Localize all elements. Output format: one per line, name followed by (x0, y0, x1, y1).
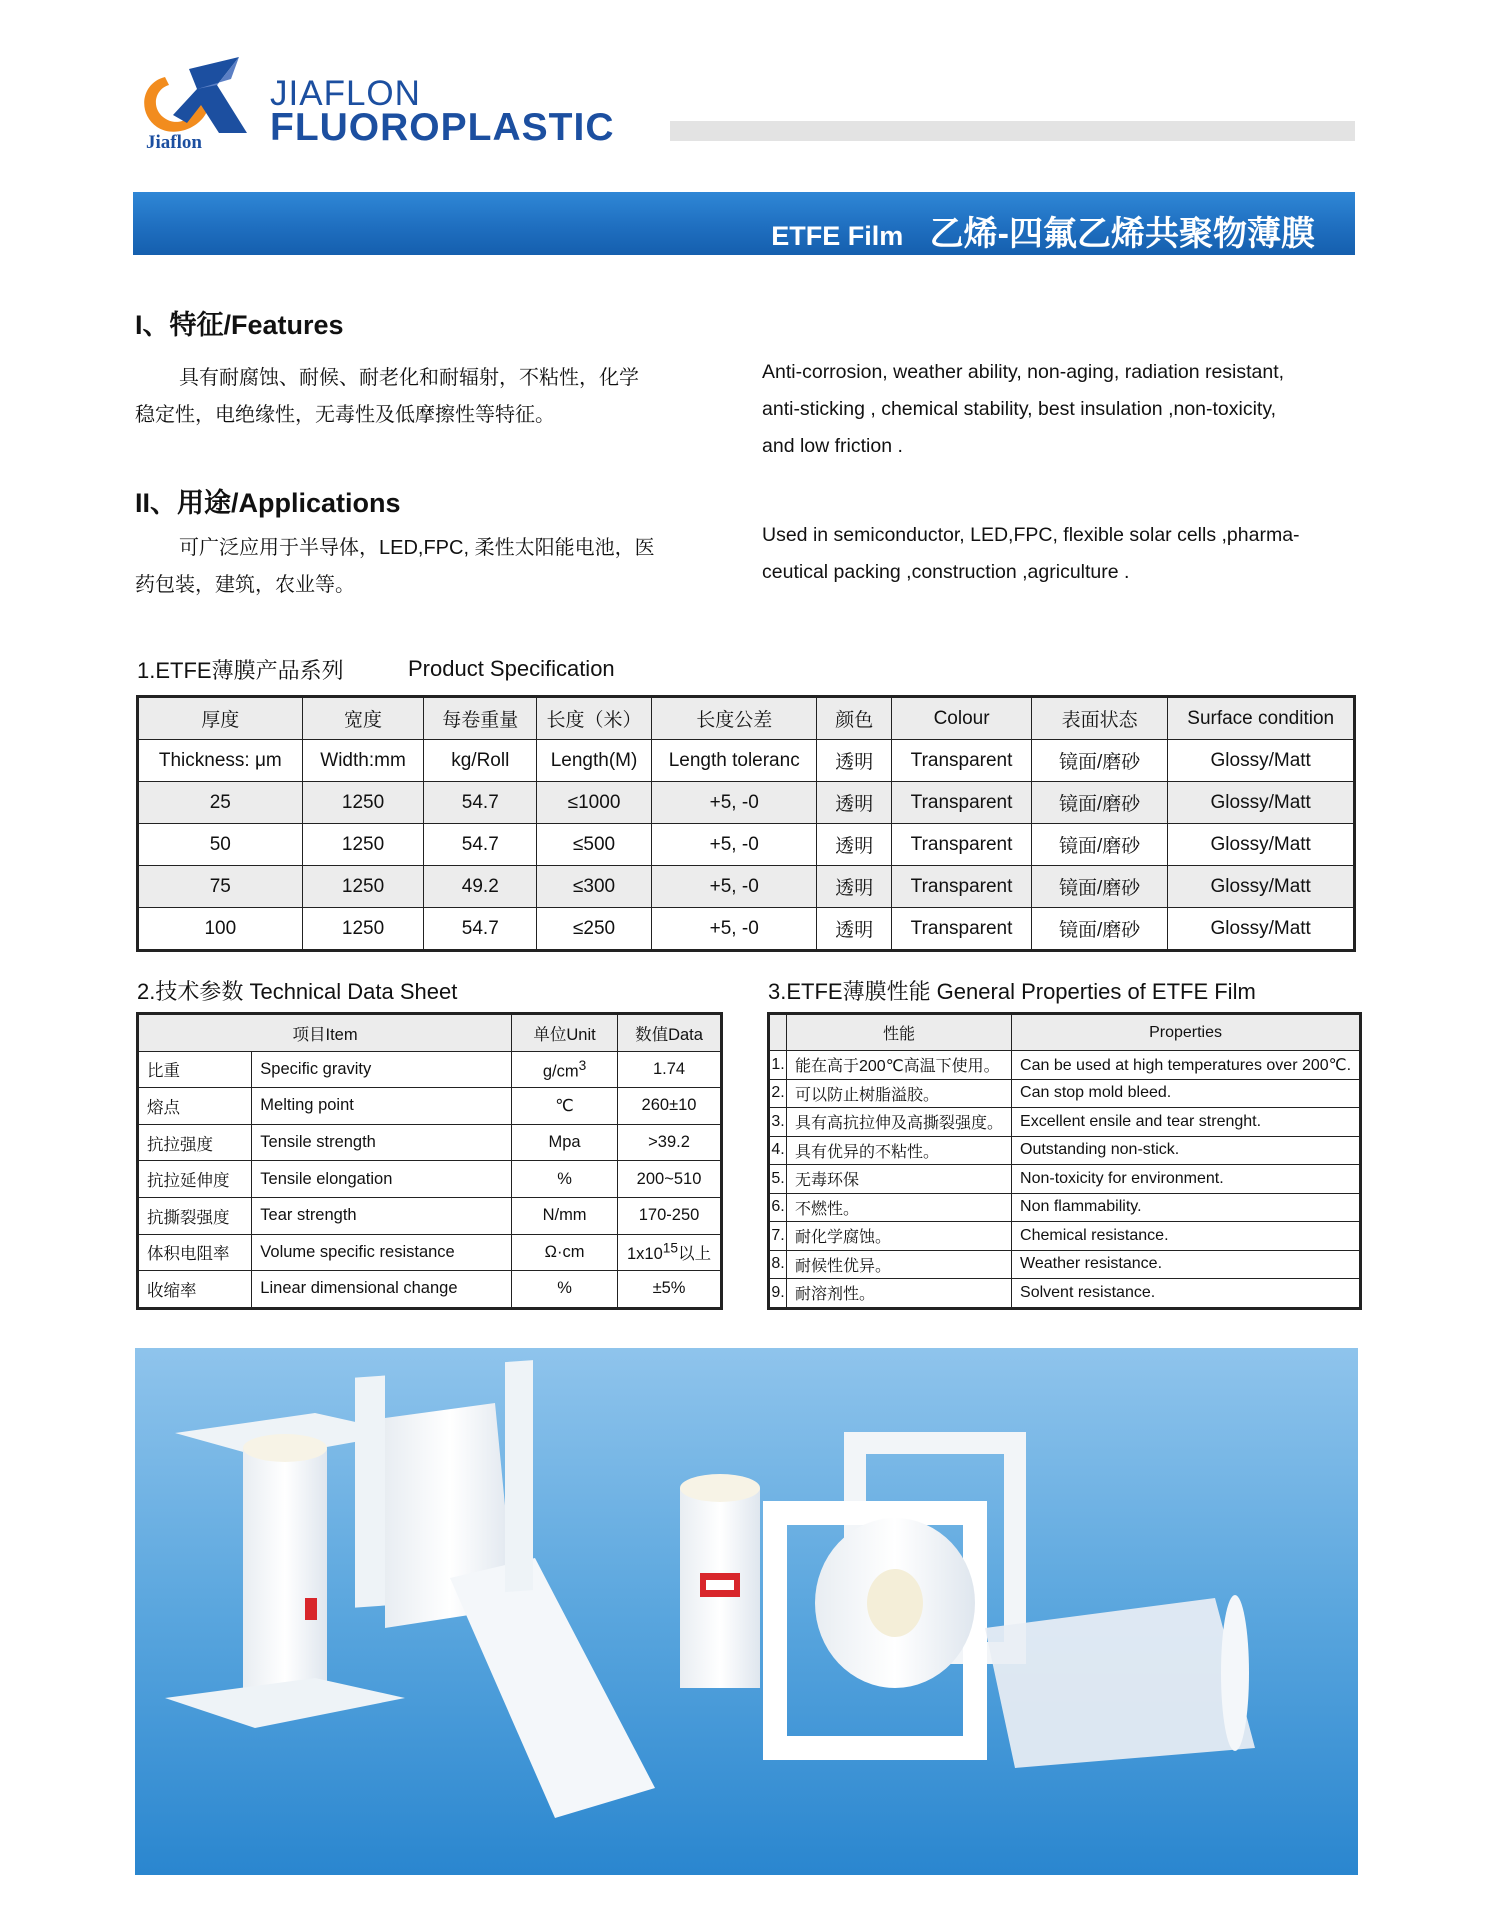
spec-cell: 镜面/磨砂 (1031, 824, 1167, 866)
logo-caption: Jiaflon (146, 132, 202, 153)
props-cn: 耐溶剂性。 (787, 1279, 1012, 1309)
tech-item-cn: 熔点 (138, 1088, 252, 1125)
banner-title (771, 206, 1315, 255)
tech-value-part: 以上 (678, 1245, 712, 1264)
tech-unit (512, 1161, 618, 1198)
tech-item-en: Linear dimensional change (252, 1271, 512, 1309)
props-header-en: Properties (1012, 1014, 1361, 1051)
applications-text-cn (135, 530, 735, 604)
spec-cell: Transparent (892, 908, 1032, 951)
tech-item-en: Tensile strength (252, 1124, 512, 1161)
tech-item-en: Melting point (252, 1088, 512, 1125)
tech-unit-sup: 3 (578, 1057, 587, 1073)
props-en: Outstanding non-stick. (1012, 1136, 1361, 1165)
props-cn: 耐候性优异。 (787, 1250, 1012, 1279)
spec-cell: Transparent (892, 824, 1032, 866)
props-row (769, 1079, 1361, 1108)
features-en-line2: anti-sticking , chemical stability, best insulation ,non-toxicity, (762, 398, 1277, 420)
tech-data-table (136, 1012, 723, 1310)
props-cn: 具有优异的不粘性。 (787, 1136, 1012, 1165)
applications-en-line2: ceutical packing ,construction ,agriculture . (762, 561, 1130, 583)
props-header-num (769, 1014, 787, 1051)
features-text-en (762, 354, 1362, 465)
props-num: 3. (769, 1108, 787, 1137)
tech-data-row (138, 1271, 722, 1309)
spec-cell: 50 (138, 824, 303, 866)
tech-unit-text: Ω·cm (544, 1242, 585, 1261)
tech-value-part: 15 (662, 1240, 679, 1256)
spec-cell: +5, -0 (651, 824, 816, 866)
tech-header-row (138, 1014, 722, 1052)
spec-cell: Thickness: μm (138, 740, 303, 782)
etfe-film-product-photo (135, 1348, 1358, 1875)
spec-header-row-en (138, 740, 1355, 782)
tech-item-cn: 体积电阻率 (138, 1234, 252, 1271)
banner-title-en: ETFE Film (771, 221, 904, 251)
tech-header-data: 数值Data (618, 1014, 722, 1052)
tech-item-cn: 收缩率 (138, 1271, 252, 1309)
applications-cn-line2: 药包装，建筑，农业等。 (135, 574, 355, 596)
tech-data-row (138, 1088, 722, 1125)
spec-data-row (138, 824, 1355, 866)
spec-cell: ≤300 (537, 866, 652, 908)
spec-cell: 透明 (817, 782, 892, 824)
product-spec-caption-en: Product Specification (408, 656, 615, 681)
props-row (769, 1279, 1361, 1309)
props-cn: 可以防止树脂溢胶。 (787, 1079, 1012, 1108)
spec-cell: 54.7 (424, 908, 537, 951)
spec-cell: Glossy/Matt (1168, 908, 1355, 951)
tech-header-unit: 单位Unit (512, 1014, 618, 1052)
tech-data-row (138, 1051, 722, 1088)
props-num: 2. (769, 1079, 787, 1108)
tech-header-item: 项目Item (138, 1014, 512, 1052)
props-en: Weather resistance. (1012, 1250, 1361, 1279)
props-en: Excellent ensile and tear strenght. (1012, 1108, 1361, 1137)
features-heading: I、特征/Features (135, 310, 344, 340)
spec-cell: 镜面/磨砂 (1031, 740, 1167, 782)
props-cn: 具有高抗拉伸及高撕裂强度。 (787, 1108, 1012, 1137)
spec-cell: 透明 (817, 824, 892, 866)
title-banner (133, 192, 1355, 255)
spec-cell: ≤500 (537, 824, 652, 866)
spec-cell: 长度（米） (537, 697, 652, 740)
tech-data-caption: 2.技术参数 Technical Data Sheet (137, 979, 458, 1004)
props-num: 8. (769, 1250, 787, 1279)
tech-value: ±5% (618, 1271, 722, 1309)
general-props-table (767, 1012, 1362, 1310)
tech-data-row (138, 1197, 722, 1234)
spec-cell: Glossy/Matt (1168, 740, 1355, 782)
spec-cell: 25 (138, 782, 303, 824)
tech-value: 1.74 (618, 1051, 722, 1088)
tech-item-en: Tensile elongation (252, 1161, 512, 1198)
props-cn: 不燃性。 (787, 1193, 1012, 1222)
props-cn: 能在高于200℃高温下使用。 (787, 1051, 1012, 1080)
tech-value: 260±10 (618, 1088, 722, 1125)
tech-unit-text: Mpa (548, 1133, 581, 1152)
tech-data-row (138, 1234, 722, 1271)
props-en: Non flammability. (1012, 1193, 1361, 1222)
spec-cell: 镜面/磨砂 (1031, 782, 1167, 824)
spec-cell: ≤250 (537, 908, 652, 951)
props-cn: 无毒环保 (787, 1165, 1012, 1194)
general-props-caption: 3.ETFE薄膜性能 General Properties of ETFE Film (768, 979, 1256, 1004)
spec-cell: Transparent (892, 782, 1032, 824)
tech-unit (512, 1124, 618, 1161)
tech-item-cn: 抗拉强度 (138, 1124, 252, 1161)
spec-cell: 透明 (817, 866, 892, 908)
spec-header-row-cn (138, 697, 1355, 740)
spec-cell: Glossy/Matt (1168, 866, 1355, 908)
tech-item-en: Tear strength (252, 1197, 512, 1234)
spec-cell: 颜色 (817, 697, 892, 740)
tech-unit-text: % (557, 1169, 572, 1188)
spec-cell: 1250 (302, 782, 424, 824)
tech-unit-text: N/mm (542, 1206, 587, 1225)
props-en: Solvent resistance. (1012, 1279, 1361, 1309)
tech-item-en: Volume specific resistance (252, 1234, 512, 1271)
props-num: 4. (769, 1136, 787, 1165)
banner-title-cn: 乙烯-四氟乙烯共聚物薄膜 (929, 215, 1315, 253)
props-row (769, 1250, 1361, 1279)
props-en: Non-toxicity for environment. (1012, 1165, 1361, 1194)
spec-cell: Width:mm (302, 740, 424, 782)
applications-cn-line1: 可广泛应用于半导体，LED,FPC, 柔性太阳能电池，医 (179, 537, 655, 559)
spec-cell: 100 (138, 908, 303, 951)
spec-data-row (138, 782, 1355, 824)
spec-cell: 镜面/磨砂 (1031, 908, 1167, 951)
product-spec-caption-cn: 1.ETFE薄膜产品系列 (137, 658, 344, 683)
tech-item-cn: 抗拉延伸度 (138, 1161, 252, 1198)
props-num: 6. (769, 1193, 787, 1222)
features-cn-line2: 稳定性，电绝缘性，无毒性及低摩擦性等特征。 (135, 404, 555, 426)
spec-data-row (138, 866, 1355, 908)
spec-cell: +5, -0 (651, 908, 816, 951)
spec-cell: 1250 (302, 908, 424, 951)
spec-cell: 54.7 (424, 782, 537, 824)
spec-cell: 表面状态 (1031, 697, 1167, 740)
spec-cell: 宽度 (302, 697, 424, 740)
applications-text-en (762, 517, 1362, 591)
spec-cell: ≤1000 (537, 782, 652, 824)
props-row (769, 1222, 1361, 1251)
props-num: 5. (769, 1165, 787, 1194)
spec-cell: +5, -0 (651, 866, 816, 908)
features-cn-line1: 具有耐腐蚀、耐候、耐老化和耐辐射，不粘性，化学 (179, 367, 639, 389)
tech-unit (512, 1234, 618, 1271)
spec-cell: Length(M) (537, 740, 652, 782)
tech-value: 200~510 (618, 1161, 722, 1198)
tech-unit (512, 1051, 618, 1088)
spec-cell: 每卷重量 (424, 697, 537, 740)
spec-cell: Colour (892, 697, 1032, 740)
spec-cell: 镜面/磨砂 (1031, 866, 1167, 908)
spec-cell: kg/Roll (424, 740, 537, 782)
tech-value (618, 1234, 722, 1271)
tech-unit-text: % (557, 1279, 572, 1298)
tech-value-part: 1x10 (626, 1245, 663, 1264)
spec-data-row (138, 908, 1355, 951)
brand-subtitle: FLUOROPLASTIC (270, 106, 615, 149)
spec-cell: 厚度 (138, 697, 303, 740)
spec-cell: Transparent (892, 740, 1032, 782)
spec-cell: Length toleranc (651, 740, 816, 782)
spec-cell: Surface condition (1168, 697, 1355, 740)
spec-cell: Glossy/Matt (1168, 824, 1355, 866)
spec-cell: 透明 (817, 908, 892, 951)
spec-cell: 1250 (302, 866, 424, 908)
props-row (769, 1193, 1361, 1222)
tech-data-row (138, 1124, 722, 1161)
props-header-row (769, 1014, 1361, 1051)
props-num: 7. (769, 1222, 787, 1251)
features-en-line3: and low friction . (762, 435, 903, 457)
tech-value: >39.2 (618, 1124, 722, 1161)
spec-cell: 长度公差 (651, 697, 816, 740)
props-cn: 耐化学腐蚀。 (787, 1222, 1012, 1251)
tech-unit (512, 1197, 618, 1234)
features-text-cn (135, 360, 735, 434)
tech-item-cn: 抗撕裂强度 (138, 1197, 252, 1234)
props-en: Can stop mold bleed. (1012, 1079, 1361, 1108)
props-row (769, 1165, 1361, 1194)
tech-unit-text: g/cm (542, 1062, 579, 1081)
spec-cell: 54.7 (424, 824, 537, 866)
props-row (769, 1051, 1361, 1080)
features-en-line1: Anti-corrosion, weather ability, non-aging, radiation resistant, (762, 361, 1285, 383)
header-divider-bar (670, 121, 1355, 141)
props-num: 1. (769, 1051, 787, 1080)
spec-cell: 75 (138, 866, 303, 908)
spec-cell: 1250 (302, 824, 424, 866)
props-header-cn: 性能 (787, 1014, 1012, 1051)
props-num: 9. (769, 1279, 787, 1309)
applications-heading: II、用途/Applications (135, 488, 401, 518)
tech-item-cn: 比重 (138, 1051, 252, 1088)
product-spec-table (136, 695, 1356, 952)
spec-cell: Transparent (892, 866, 1032, 908)
tech-unit (512, 1088, 618, 1125)
props-en: Can be used at high temperatures over 200℃. (1012, 1051, 1361, 1080)
props-en: Chemical resistance. (1012, 1222, 1361, 1251)
spec-cell: 透明 (817, 740, 892, 782)
tech-data-row (138, 1161, 722, 1198)
tech-unit-text: ℃ (555, 1096, 574, 1115)
spec-cell: 49.2 (424, 866, 537, 908)
tech-value: 170-250 (618, 1197, 722, 1234)
applications-en-line1: Used in semiconductor, LED,FPC, flexible solar cells ,pharma- (762, 524, 1300, 546)
tech-item-en: Specific gravity (252, 1051, 512, 1088)
tech-unit (512, 1271, 618, 1309)
props-row (769, 1136, 1361, 1165)
props-row (769, 1108, 1361, 1137)
brand-name: JIAFLON (270, 74, 421, 113)
spec-cell: Glossy/Matt (1168, 782, 1355, 824)
spec-cell: +5, -0 (651, 782, 816, 824)
